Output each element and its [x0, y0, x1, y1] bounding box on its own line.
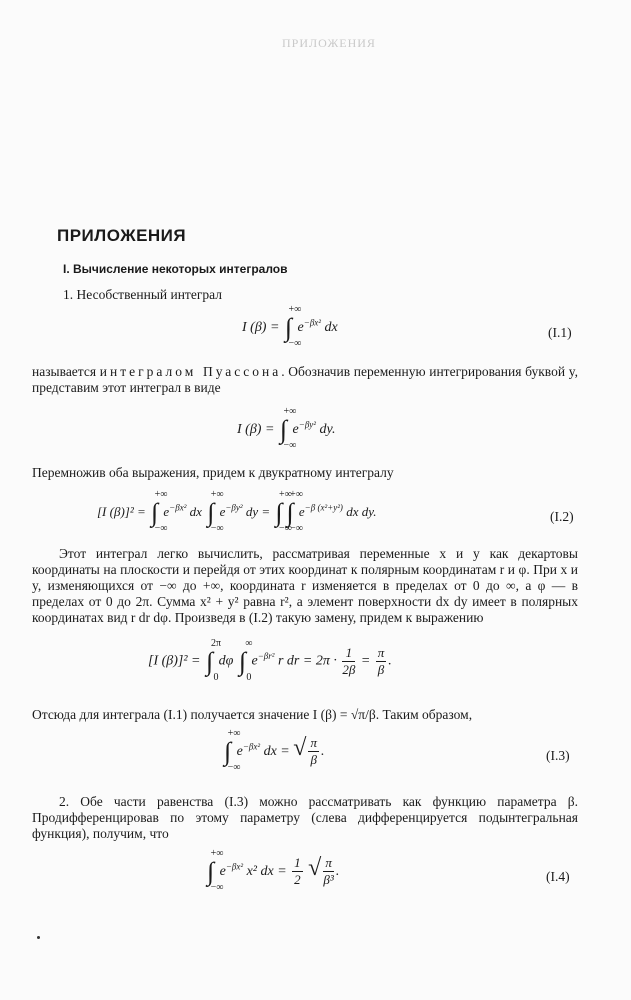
eq5-number: (I.3): [546, 748, 570, 763]
eq6-exp: −βx²: [225, 861, 244, 872]
eq6-den: β³: [323, 872, 334, 888]
eq5-num: π: [310, 735, 317, 751]
p2-pre: называется: [32, 364, 100, 379]
equation-6: [205, 847, 340, 893]
eq1-upper: +∞: [288, 304, 302, 315]
eq6-num: π: [325, 855, 332, 871]
eq2-lhs: I (β) =: [237, 422, 275, 438]
paragraph-2: [32, 364, 578, 396]
eq3-part3: e: [298, 503, 305, 519]
eq6-half-den: 2: [294, 872, 301, 888]
eq6-half-num: 1: [294, 855, 301, 871]
eq4-f2-num: π: [377, 645, 385, 660]
integral-sign: ∫ +∞ −∞: [207, 500, 214, 526]
integral-sign: ∫ +∞ −∞: [207, 859, 214, 885]
eq4-equals: =: [360, 653, 371, 669]
eq4-upper2: ∞: [245, 637, 253, 649]
fraction: [376, 645, 387, 678]
eq4-end: .: [388, 653, 392, 669]
eq5-integrand: e: [236, 744, 243, 759]
integral-sign: ∫ 2π 0: [206, 649, 213, 675]
eq3-tail3: dx dy.: [342, 503, 377, 519]
eq1-lower: −∞: [288, 338, 302, 349]
eq5-end: .: [320, 744, 325, 759]
eq2-upper: +∞: [283, 406, 297, 417]
eq6-number: (I.4): [546, 869, 570, 884]
eq1-number: (I.1): [548, 325, 572, 340]
ink-speck: [37, 936, 40, 939]
equation-4: [148, 637, 392, 683]
eq3-part2: e: [219, 503, 226, 519]
paragraph-1: 1. Несобственный интеграл: [63, 287, 222, 302]
chapter-heading: ПРИЛОЖЕНИЯ: [57, 226, 187, 245]
fraction: [323, 855, 334, 888]
fraction: [308, 735, 319, 768]
paragraph-5: Отсюда для интеграла (I.1) получается значение I (β) = √π/β. Таким образом,: [32, 707, 473, 722]
equation-3: [97, 489, 377, 534]
eq4-f1-num: 1: [342, 645, 355, 662]
eq1-exponent: −βx²: [303, 317, 321, 328]
eq1-lhs: I (β) =: [242, 320, 280, 336]
eq4-exp: −βr²: [257, 651, 275, 662]
section-title: I. Вычисление некоторых интегралов: [63, 262, 288, 276]
eq5-exp: −βx²: [242, 741, 261, 752]
eq6-end: .: [335, 864, 340, 879]
equation-2: [237, 406, 336, 451]
eq4-lower1: 0: [213, 671, 219, 683]
eq3-lower: −∞: [279, 523, 292, 534]
eq1-tail: dx: [321, 320, 338, 336]
eq3-exp1: −βx²: [169, 502, 187, 513]
eq5-den: β: [310, 752, 317, 768]
eq3-lower: −∞: [210, 523, 224, 534]
eq6-tail: x² dx =: [243, 864, 287, 879]
eq6-upper: +∞: [210, 847, 224, 859]
eq5-tail: dx =: [260, 744, 290, 759]
eq6-integrand: e: [219, 864, 226, 879]
eq4-f2-den: β: [377, 662, 385, 677]
eq3-exp3: −β (x²+y²): [304, 502, 343, 513]
paragraph-3: Перемножив оба выражения, придем к двукратному интегралу: [32, 465, 394, 480]
eq3-lhs: [I (β)]² =: [97, 503, 146, 519]
p2-term: интегралом Пуассона: [99, 364, 282, 379]
eq4-integrand: e: [251, 653, 258, 669]
integral-sign: ∫ +∞ −∞: [285, 315, 292, 341]
eq5-upper: +∞: [227, 727, 241, 739]
eq6-lower: −∞: [210, 881, 224, 893]
paragraph-6: 2. Обе части равенства (I.3) можно рассматривать как функцию параметра β. Продифференцировав по этому параметру (слева дифференцируется подынтегральная функция), получим, что: [32, 794, 578, 841]
integral-sign: ∫ +∞ −∞: [287, 500, 294, 526]
eq2-exponent: −βy²: [298, 419, 316, 430]
p2-post: . Обозначив переменную интегрирования буквой y, представим этот интеграл в виде: [32, 364, 578, 395]
paragraph-4: Этот интеграл легко вычислить, рассматривая переменные x и y как декартовы координаты на плоскости и перейдя от этих координат к полярным координатам r и φ. При x и y, изменяющихся от −∞ до +∞, координата r изменяется в пределах от 0 до ∞, а φ — в пределах от 0 до 2π. Сумма x² + y² равна r², а элемент поверхности dx dy имеет в полярных координатах вид r dr dφ. Произведя в (I.2) такую замену, придем к выражению: [32, 546, 578, 625]
integral-sign: ∫ ∞ 0: [239, 649, 246, 675]
fraction: [342, 645, 355, 678]
eq3-tail2: dy =: [242, 503, 271, 519]
integral-sign: ∫ +∞ −∞: [224, 739, 231, 765]
integral-sign: ∫ +∞ −∞: [280, 417, 287, 443]
eq4-tail: r dr = 2π ·: [274, 653, 337, 669]
eq4-mid: dφ: [218, 653, 234, 669]
eq3-lower: −∞: [290, 523, 303, 534]
eq2-tail: dy.: [316, 422, 336, 438]
integral-sign: ∫ +∞ −∞: [275, 500, 282, 526]
eq3-upper: +∞: [279, 489, 292, 500]
eq1-integrand: e: [297, 320, 304, 336]
eq5-root: √: [293, 735, 307, 761]
running-head: ПРИЛОЖЕНИЯ: [282, 36, 376, 50]
eq3-upper: +∞: [210, 489, 224, 500]
eq3-number: (I.2): [550, 509, 574, 524]
eq3-lower: −∞: [154, 523, 168, 534]
eq6-root: √: [308, 855, 322, 881]
eq4-upper1: 2π: [210, 637, 222, 649]
eq5-lower: −∞: [227, 761, 241, 773]
eq3-tail1: dx: [186, 503, 202, 519]
eq4-f1-den: 2β: [342, 662, 356, 677]
eq3-exp2: −βy²: [225, 502, 243, 513]
fraction: [292, 855, 303, 888]
eq4-lhs: [I (β)]² =: [148, 653, 201, 669]
eq3-upper: +∞: [154, 489, 168, 500]
integral-sign: ∫ +∞ −∞: [151, 500, 158, 526]
eq4-lower2: 0: [246, 671, 252, 683]
eq2-integrand: e: [292, 422, 299, 438]
eq3-part1: e: [163, 503, 170, 519]
eq2-lower: −∞: [283, 440, 297, 451]
equation-1: [242, 304, 338, 349]
eq3-upper: +∞: [290, 489, 303, 500]
equation-5: [222, 727, 325, 773]
